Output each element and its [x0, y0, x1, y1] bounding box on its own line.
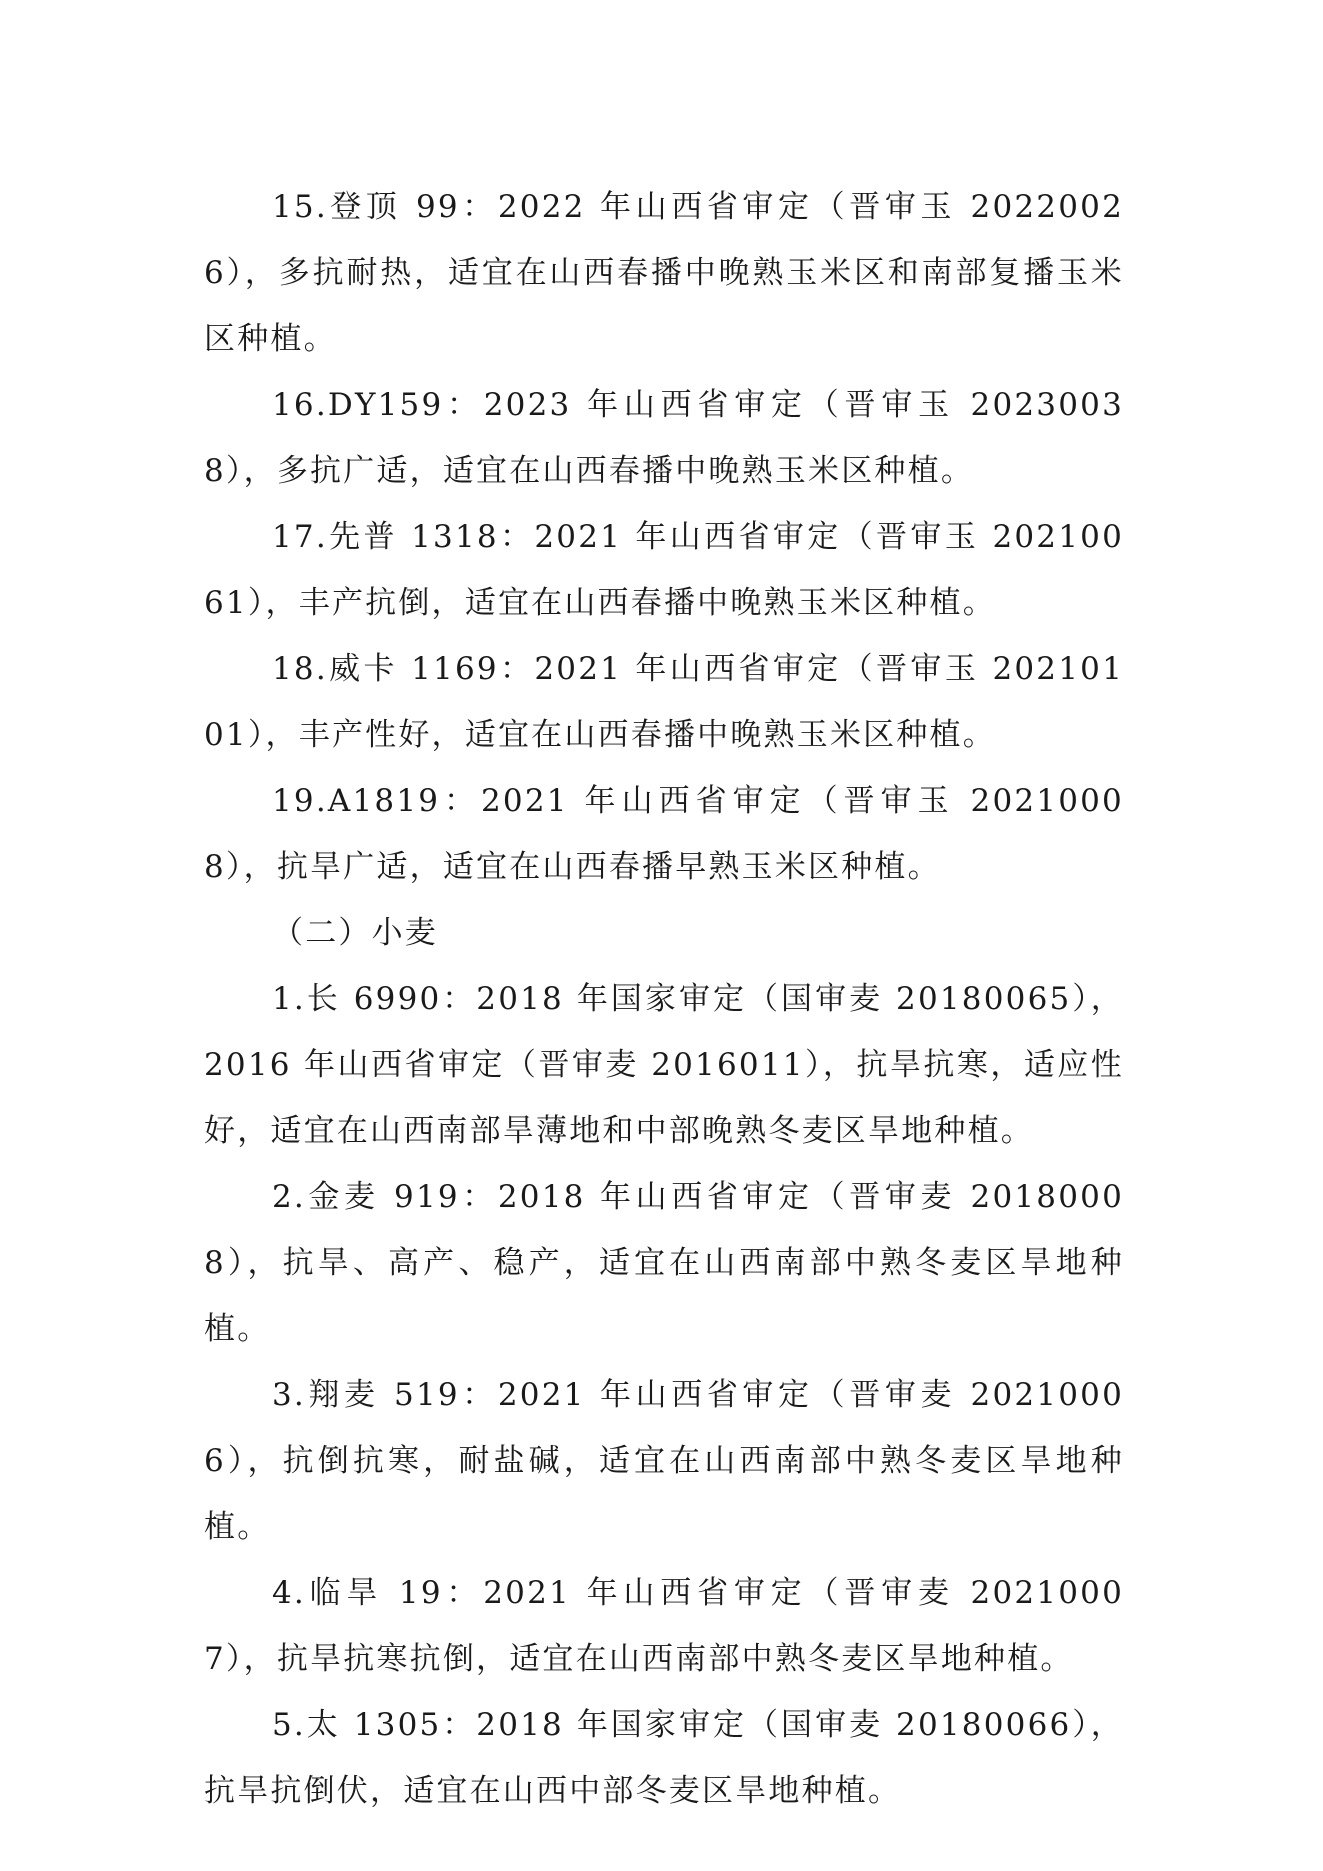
document-page	[204, 174, 1124, 1824]
maize-item-19: 19.A1819：2021 年山西省审定（晋审玉 20210008），抗旱广适，适宜在山西春播早熟玉米区种植。	[204, 783, 1124, 885]
wheat-item-2: 2.金麦 919：2018 年山西省审定（晋审麦 20180008），抗旱、高产、稳产，适宜在山西南部中熟冬麦区旱地种植。	[204, 1179, 1124, 1347]
wheat-item-3: 3.翔麦 519：2021 年山西省审定（晋审麦 20210006），抗倒抗寒，耐盐碱，适宜在山西南部中熟冬麦区旱地种植。	[204, 1377, 1124, 1545]
maize-item-16: 16.DY159：2023 年山西省审定（晋审玉 20230038），多抗广适，适宜在山西春播中晚熟玉米区种植。	[204, 387, 1124, 489]
maize-item-18: 18.威卡 1169：2021 年山西省审定（晋审玉 20210101），丰产性好，适宜在山西春播中晚熟玉米区种植。	[204, 651, 1124, 753]
maize-item-17: 17.先普 1318：2021 年山西省审定（晋审玉 20210061），丰产抗倒，适宜在山西春播中晚熟玉米区种植。	[204, 519, 1124, 621]
wheat-item-4: 4.临旱 19：2021 年山西省审定（晋审麦 20210007），抗旱抗寒抗倒，适宜在山西南部中熟冬麦区旱地种植。	[204, 1575, 1124, 1677]
wheat-item-5: 5.太 1305：2018 年国家审定（国审麦 20180066），抗旱抗倒伏，适宜在山西中部冬麦区旱地种植。	[204, 1707, 1124, 1809]
maize-item-15: 15.登顶 99：2022 年山西省审定（晋审玉 20220026），多抗耐热，适宜在山西春播中晚熟玉米区和南部复播玉米区种植。	[204, 189, 1124, 357]
wheat-section-heading: （二）小麦	[272, 915, 438, 951]
wheat-item-1: 1.长 6990：2018 年国家审定（国审麦 20180065），2016 年山西省审定（晋审麦 2016011），抗旱抗寒，适应性好，适宜在山西南部旱薄地和中部晚熟冬麦区旱地种植。	[204, 981, 1124, 1149]
